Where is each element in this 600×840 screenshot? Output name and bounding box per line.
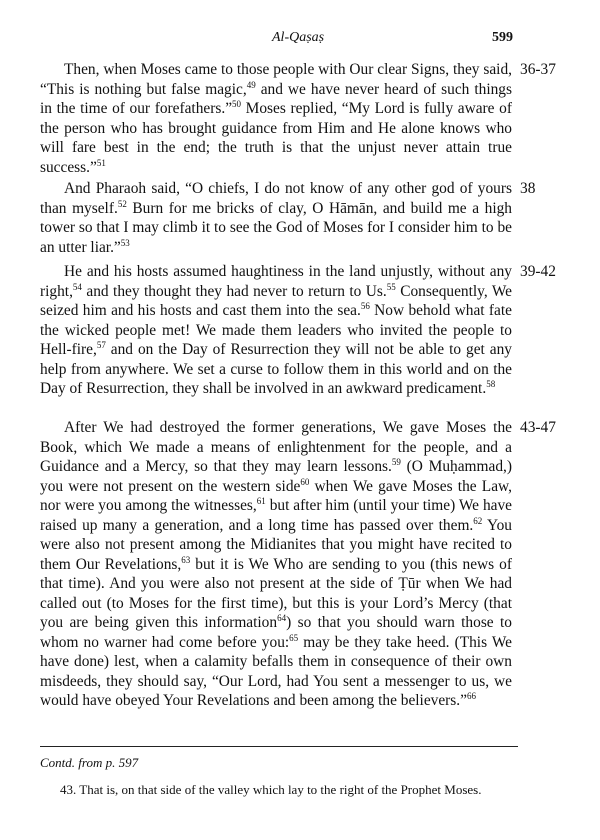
footnote-marker: 50 — [232, 98, 242, 109]
verse-reference: 39-42 — [520, 263, 556, 280]
verse-paragraph-43-47 — [40, 418, 512, 711]
footnote-divider — [40, 746, 518, 747]
continued-note: Contd. from p. 597 — [40, 755, 139, 770]
footnote-marker: 53 — [120, 237, 130, 248]
verse-paragraph-39-42 — [40, 262, 512, 399]
footnote-marker: 63 — [181, 554, 191, 565]
footnote-marker: 51 — [96, 157, 106, 168]
footnote-43 — [40, 780, 518, 799]
footnote-marker: 58 — [486, 378, 496, 389]
verse-paragraph-38 — [40, 179, 512, 257]
verse-text: He and his hosts assumed haughtiness in the land unjustly, without any right,$^{54}$ and they thought they had never to return to Us.$^{55}$ Consequently, We seized him and his hosts and cast them into the sea.$^{56}$ Now behold what fate the wicked people met! We made them leaders who invited the people to Hell-fire,$^{57}$ and on the Day of Resurrection they will not be able to get any help from anywhere. We set a curse to follow them in this world and on the Day of Resurrection, they shall be involved in an awkward predicament.$^{58}$ — [40, 263, 513, 397]
verse-text: And Pharaoh said, “O chiefs, I do not know of any other god of yours than myself.$^{52}$ Burn for me bricks of clay, O Hāmān, and build me a high tower so that I may climb it to see the God of Moses for I consider him to be an utter liar.”$^{53}$ — [40, 180, 512, 256]
footnote-marker: 61 — [256, 495, 266, 506]
verse-reference: 43-47 — [520, 419, 556, 436]
page-number: 599 — [492, 30, 513, 45]
footnote-marker: 49 — [246, 79, 256, 90]
chapter-title: Al-Qaṣaṣ — [272, 30, 325, 45]
footnote-marker: 56 — [360, 300, 370, 311]
footnote-marker: 57 — [96, 339, 106, 350]
verse-reference: 36-37 — [520, 61, 556, 78]
footnote-marker: 54 — [72, 281, 82, 292]
footnote-text: 43. That is, on that side of the valley which lay to the right of the Prophet Moses. — [60, 782, 482, 797]
footnote-marker: 66 — [466, 690, 476, 701]
footnote-marker: 52 — [117, 198, 127, 209]
verse-text: After We had destroyed the former generations, We gave Moses the Book, which We made a means of enlightenment for the people, and a Guidance and a Mercy, so that they may learn lessons.$^{59}$ (O Muḥammad,) you were not present on the western side$^{60}$ when We gave Moses the Law, nor were you among the witnesses,$^{61}$ but after him (until your time) We have raised up many a generation, and a long time has passed over them.$^{62}$ You were also not present among the Midianites that you might have recited to them Our Revelations,$^{63}$ but it is We Who are sending to you (this news of that time). And you were also not present at the side of Ṭūr when We had called out (to Moses for the first time), but this is your Lord’s Mercy (that you are being given this information$^{64}$) so that you should warn those to whom no warner had come before you:$^{65}$ may be they take heed. (This We have done) lest, when a calamity befalls them in consequence of their own misdeeds, they should say, “Our Lord, had You sent a messenger to us, we would have obeyed Your Revelations and been among the believers.”$^{66}$ — [40, 419, 513, 709]
footnote-marker: 60 — [300, 476, 310, 487]
page-header — [0, 30, 600, 50]
footnote-marker: 59 — [391, 456, 401, 467]
footnote-marker: 62 — [473, 515, 483, 526]
verse-reference: 38 — [520, 180, 536, 197]
footnote-marker: 55 — [386, 281, 396, 292]
footnote-marker: 64 — [277, 612, 287, 623]
verse-text: Then, when Moses came to those people with Our clear Signs, they said, “This is nothing but false magic,$^{49}$ and we have never heard of such things in the time of our forefathers.”$^{50}$ Moses replied, “My Lord is fully aware of the person who has brought guidance from Him and He alone knows who will fare best in the end; the truth is that the unjust never attain true success.”$^{51}$ — [40, 61, 512, 176]
footnote-marker: 65 — [289, 632, 299, 643]
verse-paragraph-36-37 — [40, 60, 512, 177]
